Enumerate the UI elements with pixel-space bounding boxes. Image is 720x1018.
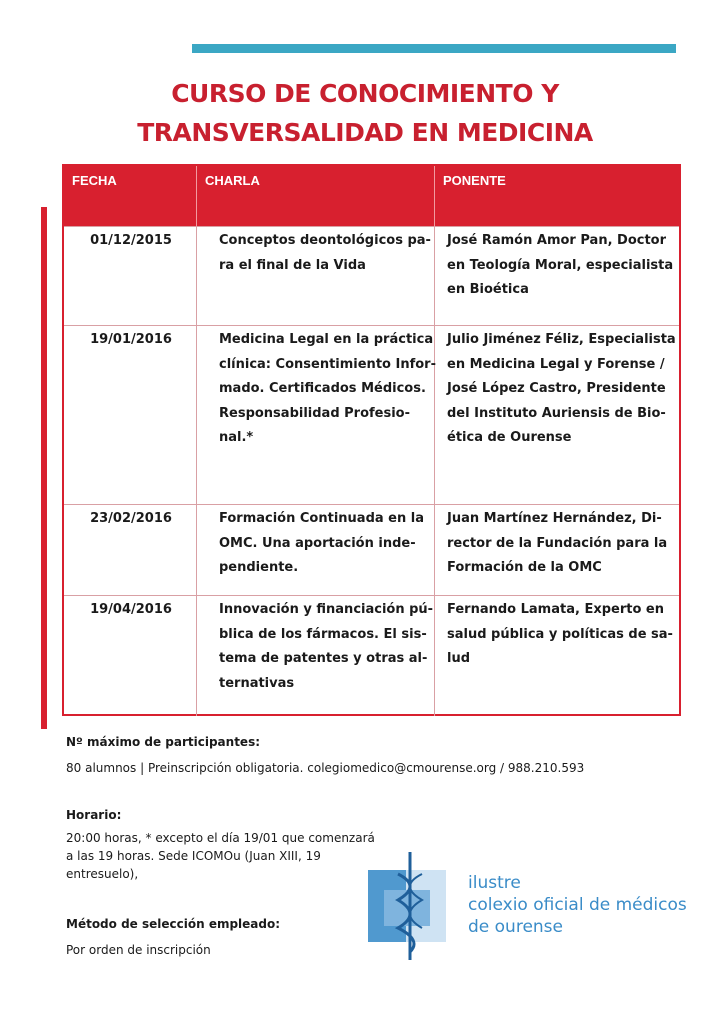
row-speaker [435,326,679,504]
row-talk [197,596,435,716]
talk-line: Medicina Legal en la práctica [219,332,434,347]
speaker-line: ética de Ourense [447,430,572,445]
selection-label [66,917,280,931]
talk-line: clínica: Consentimiento Infor- [219,356,436,372]
table-row [64,504,679,595]
row-talk [197,227,435,325]
speaker-line: José Ramón Amor Pan, Doctor [447,233,667,248]
caduceus-icon [368,852,446,960]
talk-line: Formación Continuada en la [219,511,424,526]
speaker-line: Juan Martínez Hernández, Di- [447,511,662,526]
side-accent-bar [41,207,47,729]
speaker-line: en Teología Moral, especialista [447,257,674,273]
row-date: 19/04/2016 [64,596,197,716]
logo-line: colexio oficial de médicos [468,895,687,915]
header-ponente: PONENTE [443,173,506,188]
talk-line: nal.* [219,430,254,445]
table-header [64,166,679,226]
schedule-text-line: a las 19 horas. Sede ICOMOu (Juan XIII, 19 [66,849,321,863]
row-talk [197,326,435,504]
schedule-label-text: Horario: [66,808,122,822]
top-accent-bar [192,44,676,53]
title-line-1: CURSO DE CONOCIMIENTO Y [171,79,559,108]
header-charla: CHARLA [197,166,435,226]
row-date: 19/01/2016 [64,326,197,504]
page-title [70,74,660,152]
talk-line: ternativas [219,675,295,691]
row-speaker [435,505,679,595]
speaker-line: Fernando Lamata, Experto en [447,602,664,617]
selection-text-line: Por orden de inscripción [66,943,211,957]
speaker-line: del Instituto Auriensis de Bio- [447,405,666,421]
table-row [64,226,679,325]
talk-line: Conceptos deontológicos pa- [219,233,431,248]
participants-text-line: 80 alumnos | Preinscripción obligatoria. colegiomedico@cmourense.org / 988.210.593 [66,761,585,775]
speaker-line: rector de la Fundación para la [447,535,668,551]
speaker-line: Formación de la OMC [447,560,602,575]
logo-text [468,872,687,938]
schedule-text-line: 20:00 horas, * excepto el día 19/01 que comenzará [66,831,375,845]
talk-line: tema de patentes y otras al- [219,651,428,666]
title-line-2: TRANSVERSALIDAD EN MEDICINA [137,118,593,147]
speaker-line: José López Castro, Presidente [447,381,666,396]
speaker-line: salud pública y políticas de sa- [447,626,673,642]
schedule-table [62,164,681,716]
talk-line: pendiente. [219,560,299,575]
participants-label-text: Nº máximo de participantes: [66,735,261,749]
row-date: 01/12/2015 [64,227,197,325]
header-fecha: FECHA [64,166,197,226]
row-speaker [435,227,679,325]
talk-line: Responsabilidad Profesio- [219,405,411,421]
talk-line: blica de los fármacos. El sis- [219,626,427,642]
logo-line: ilustre [468,873,521,893]
table-row [64,595,679,716]
schedule-text [66,829,375,883]
participants-label [66,735,260,749]
participants-text [66,759,584,777]
logo-line: de ourense [468,917,563,937]
row-speaker [435,596,679,716]
speaker-line: en Bioética [447,282,529,297]
schedule-label [66,808,121,822]
speaker-line: en Medicina Legal y Forense / [447,356,665,372]
speaker-line: Julio Jiménez Féliz, Especialista [447,332,676,347]
speaker-line: lud [447,651,471,666]
row-talk [197,505,435,595]
table-row [64,325,679,504]
talk-line: mado. Certificados Médicos. [219,381,426,396]
talk-line: Innovación y financiación pú- [219,602,434,617]
row-date: 23/02/2016 [64,505,197,595]
selection-label-text: Método de selección empleado: [66,917,281,931]
selection-text [66,941,211,959]
schedule-text-line: entresuelo), [66,867,139,881]
talk-line: OMC. Una aportación inde- [219,535,416,551]
talk-line: ra el final de la Vida [219,257,366,273]
